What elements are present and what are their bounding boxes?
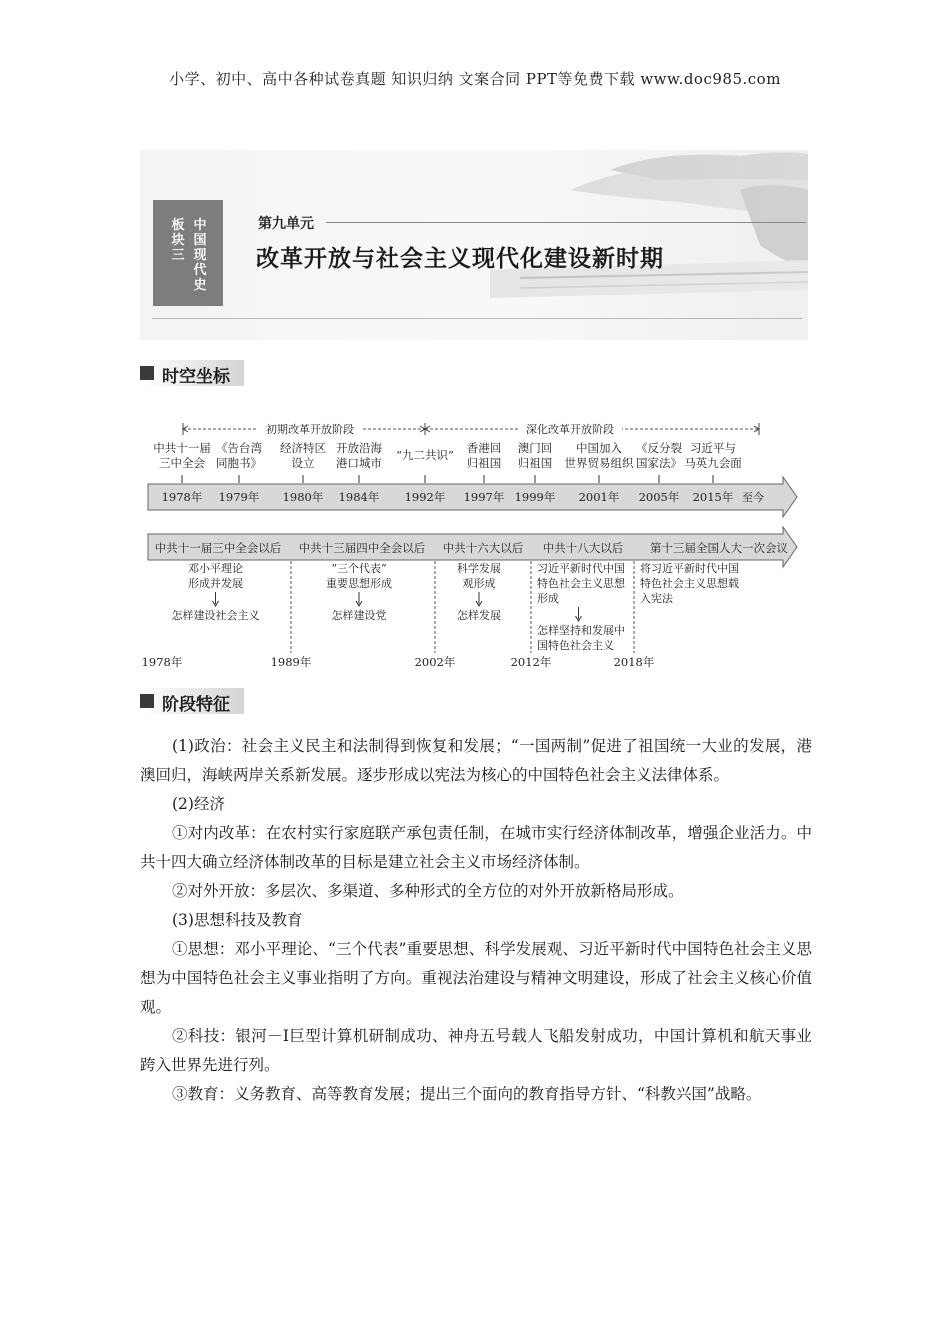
period-theory: 科学发展 bbox=[457, 562, 501, 575]
block-number: 板块三 bbox=[171, 218, 185, 263]
period-theory: 特色社会主义思想载 bbox=[640, 577, 739, 590]
section-heading-text: 阶段特征 bbox=[162, 695, 230, 715]
period-start-year: 2002年 bbox=[414, 655, 456, 669]
period-label: 中共十六大以后 bbox=[442, 541, 524, 555]
period-theory: 邓小平理论 bbox=[188, 562, 243, 575]
feature-paragraph: ③教育：义务教育、高等教育发展；提出三个面向的教育指导方针、“科教兴国”战略。 bbox=[172, 1085, 762, 1103]
banner-underline bbox=[152, 318, 802, 319]
feature-paragraph: (2)经济 bbox=[172, 795, 225, 813]
block-label-box bbox=[153, 200, 223, 306]
event-label: 国家法》 bbox=[636, 456, 682, 470]
period-label: 中共十八大以后 bbox=[542, 541, 624, 555]
event-label: 港口城市 bbox=[336, 456, 382, 470]
event-year: 1978年 bbox=[161, 490, 203, 504]
period-label: 中共十一届三中全会以后 bbox=[154, 541, 282, 555]
period-question: 国特色社会主义 bbox=[537, 639, 614, 652]
period-question: 怎样建设党 bbox=[331, 609, 387, 622]
feature-paragraph: ②对外开放：多层次、多渠道、多种形式的全方位的对外开放新格局形成。 bbox=[172, 882, 684, 900]
period-question: 怎样发展 bbox=[457, 609, 501, 622]
period-theory: 观形成 bbox=[462, 577, 496, 590]
event-label: 习近平与 bbox=[690, 441, 736, 455]
period-theory: 形成并发展 bbox=[188, 577, 243, 590]
event-label: 同胞书》 bbox=[216, 456, 262, 470]
period-start-year: 2018年 bbox=[613, 655, 655, 669]
period-start-year: 1978年 bbox=[141, 655, 183, 669]
event-label: 开放沿海 bbox=[336, 441, 382, 455]
event-label: 中国加入 bbox=[576, 441, 622, 455]
event-label: 《告台湾 bbox=[216, 441, 262, 455]
event-label: 归祖国 bbox=[517, 456, 553, 470]
period-theory: 入宪法 bbox=[640, 592, 673, 605]
event-label: 经济特区 bbox=[280, 441, 326, 455]
phase-label: 深化改革开放阶段 bbox=[526, 423, 614, 436]
unit-number: 第九单元 bbox=[258, 216, 314, 232]
event-year: 1979年 bbox=[218, 490, 260, 504]
event-year: 1999年 bbox=[514, 490, 556, 504]
event-year: 1997年 bbox=[463, 490, 505, 504]
section-heading-timeline bbox=[140, 360, 244, 386]
event-year: 2015年 bbox=[692, 490, 734, 504]
period-theory: 特色社会主义思想 bbox=[537, 577, 625, 590]
timeline-diagram bbox=[140, 415, 805, 670]
section-heading-text: 时空坐标 bbox=[162, 367, 230, 387]
feature-paragraph: ①思想：邓小平理论、“三个代表”重要思想、科学发展观、习近平新时代中国特色社会主义思想为中国特色社会主义事业指明了方向。重视法治建设与精神文明建设，形成了社会主义核心价值观。 bbox=[140, 940, 812, 1016]
heading-square-icon bbox=[140, 694, 154, 708]
unit-title: 改革开放与社会主义现代化建设新时期 bbox=[256, 246, 664, 272]
event-label: 马英九会面 bbox=[684, 456, 742, 470]
event-label: 《反分裂 bbox=[636, 441, 682, 455]
block-subject: 中国现代史 bbox=[193, 218, 207, 293]
event-label: 设立 bbox=[291, 456, 315, 470]
event-label: 香港回 bbox=[466, 441, 502, 455]
event-year: 2001年 bbox=[578, 490, 620, 504]
feature-paragraph: ①对内改革：在农村实行家庭联产承包责任制，在城市实行经济体制改革，增强企业活力。中共十四大确立经济体制改革的目标是建立社会主义市场经济体制。 bbox=[140, 824, 812, 871]
event-label: 澳门回 bbox=[517, 441, 553, 455]
period-start-year: 2012年 bbox=[510, 655, 552, 669]
period-theory: 形成 bbox=[537, 592, 559, 605]
feature-paragraph: (1)政治：社会主义民主和法制得到恢复和发展；“一国两制”促进了祖国统一大业的发展，港澳回归，海峡两岸关系新发展。逐步形成以宪法为核心的中国特色社会主义法律体系。 bbox=[140, 737, 812, 784]
event-label: 世界贸易组织 bbox=[564, 456, 634, 470]
event-label: 三中全会 bbox=[159, 456, 205, 470]
page-header: 小学、初中、高中各种试卷真题 知识归纳 文案合同 PPT等免费下载 www.doc985.com bbox=[169, 70, 781, 88]
feature-paragraph: ②科技：银河－Ⅰ巨型计算机研制成功、神舟五号载人飞船发射成功，中国计算机和航天事业跨入世界先进行列。 bbox=[140, 1027, 812, 1074]
event-year: 1992年 bbox=[404, 490, 446, 504]
period-question: 怎样坚持和发展中 bbox=[537, 624, 625, 637]
period-theory: 习近平新时代中国 bbox=[537, 562, 625, 575]
unit-rule bbox=[326, 222, 806, 223]
phase-label: 初期改革开放阶段 bbox=[266, 423, 354, 436]
period-start-year: 1989年 bbox=[270, 655, 312, 669]
events-layer bbox=[153, 441, 742, 483]
period-theory: “三个代表” bbox=[331, 562, 387, 575]
event-label: 中共十一届 bbox=[153, 441, 211, 455]
period-theory: 将习近平新时代中国 bbox=[640, 562, 739, 575]
period-label: 中共十三届四中全会以后 bbox=[298, 541, 426, 555]
section-heading-features bbox=[140, 688, 244, 714]
event-year: 1980年 bbox=[282, 490, 324, 504]
period-label: 第十三届全国人大一次会议 bbox=[650, 541, 788, 555]
end-label: 至今 bbox=[742, 491, 764, 504]
period-theory: 重要思想形成 bbox=[326, 577, 392, 590]
features-body bbox=[140, 732, 812, 1109]
heading-square-icon bbox=[140, 366, 154, 380]
period-question: 怎样建设社会主义 bbox=[171, 609, 260, 622]
event-year: 1984年 bbox=[338, 490, 380, 504]
event-year: 2005年 bbox=[638, 490, 680, 504]
unit-banner bbox=[140, 150, 808, 340]
event-label: 归祖国 bbox=[466, 456, 502, 470]
feature-paragraph: (3)思想科技及教育 bbox=[172, 911, 303, 929]
event-label: “九二共识” bbox=[396, 448, 454, 462]
